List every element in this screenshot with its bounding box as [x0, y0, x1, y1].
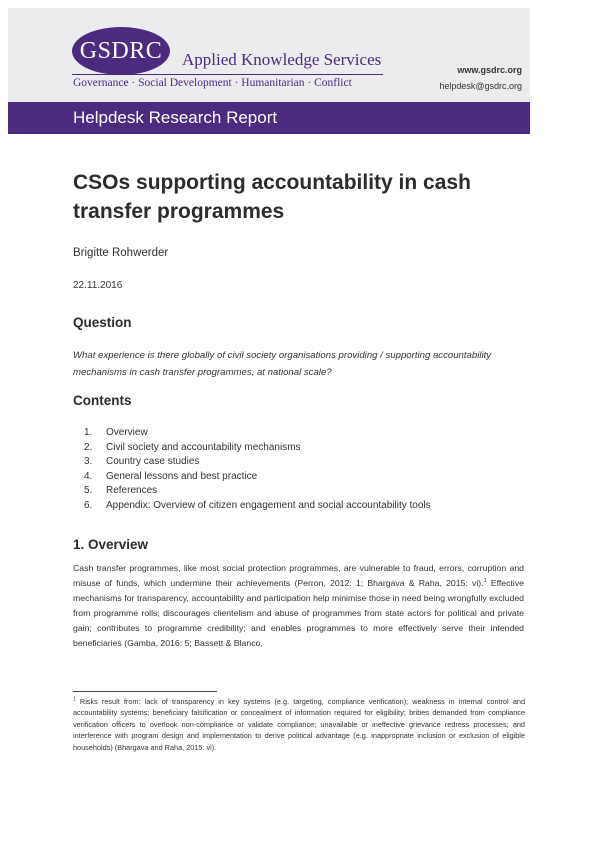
contents-list [84, 426, 431, 514]
overview-text-part2: Effective mechanisms for transparency, accountability and participation help minimise those in need being wrongfully excluded from programme rolls; discourages clientelism and abuse of programmes from state actors for political and private gain; contributes to programme credibility; and enables programmes to more effectively serve their intended beneficiaries (Gamba, 2016: 5; Bassett & Blanco, [73, 578, 524, 648]
contents-item[interactable] [84, 484, 431, 499]
contents-item-label: Civil society and accountability mechanisms [106, 441, 301, 453]
report-type-label: Helpdesk Research Report [73, 108, 278, 127]
contents-item-label: Appendix: Overview of citizen engagement and social accountability tools [106, 499, 431, 511]
overview-text-part1: Cash transfer programmes, like most social protection programmes, are vulnerable to fraud, errors, corruption and misuse of funds, which undermine their achievements (Perron, 2012: 1; Bhargava & Raha, 2015: vi). [73, 563, 524, 588]
contents-item-number: 2. [84, 441, 93, 453]
footnote-divider [73, 691, 217, 692]
contents-item[interactable] [84, 499, 431, 514]
contents-item-label: Country case studies [106, 456, 200, 468]
gsdrc-logo [72, 27, 170, 75]
author-name: Brigitte Rohwerder [73, 247, 169, 259]
logo-text: GSDRC [79, 38, 163, 64]
contents-item-number: 4. [84, 470, 93, 482]
contents-item-label: References [106, 485, 158, 497]
brand-tagline: Governance · Social Development · Humanitarian · Conflict [73, 77, 352, 89]
contents-item[interactable] [84, 470, 431, 485]
report-date: 22.11.2016 [73, 280, 123, 291]
contents-item-number: 5. [84, 485, 93, 497]
website-link[interactable]: www.gsdrc.org [457, 65, 522, 75]
contents-item[interactable] [84, 426, 431, 441]
brand-title: Applied Knowledge Services [182, 50, 382, 69]
contents-item-label: General lessons and best practice [106, 470, 258, 482]
document-title: CSOs supporting accountability in cash transfer programmes [73, 171, 471, 223]
contents-item[interactable] [84, 441, 431, 456]
footnote-reference[interactable]: 1 [483, 578, 487, 585]
question-text: What experience is there globally of civil society organisations providing / supporting accountability mechanisms in cash transfer programmes, at national scale? [73, 350, 492, 378]
contents-item-label: Overview [106, 427, 148, 438]
contents-item-number: 6. [84, 499, 93, 511]
email-link[interactable]: helpdesk@gsdrc.org [439, 81, 522, 91]
contents-item-number: 3. [84, 456, 93, 468]
contents-item[interactable] [84, 455, 431, 470]
question-heading: Question [73, 315, 132, 330]
footnote-marker: 1 [73, 696, 76, 703]
overview-paragraph [73, 561, 524, 651]
footnote-text: Risks result from: lack of transparency in key systems (e.g. targeting, compliance verification); weakness in internal control and accountability systems; beneficiary falsification or concealment of information required for eligibility; bribes demanded from compliance verification officers to overlook non-compliance or validate compliance; unavailable or ineffective grievance redress processes; and interference with program design and implementation to derive political advantage (e.g. inappropriate inclusion or exclusion of eligible households) (Bhargava and Raha, 2015: vi). [73, 697, 525, 752]
brand-divider [72, 74, 383, 75]
footnote [73, 696, 525, 753]
contents-item-number: 1. [84, 427, 93, 438]
overview-heading: 1. Overview [73, 537, 149, 552]
contents-heading: Contents [73, 393, 132, 408]
